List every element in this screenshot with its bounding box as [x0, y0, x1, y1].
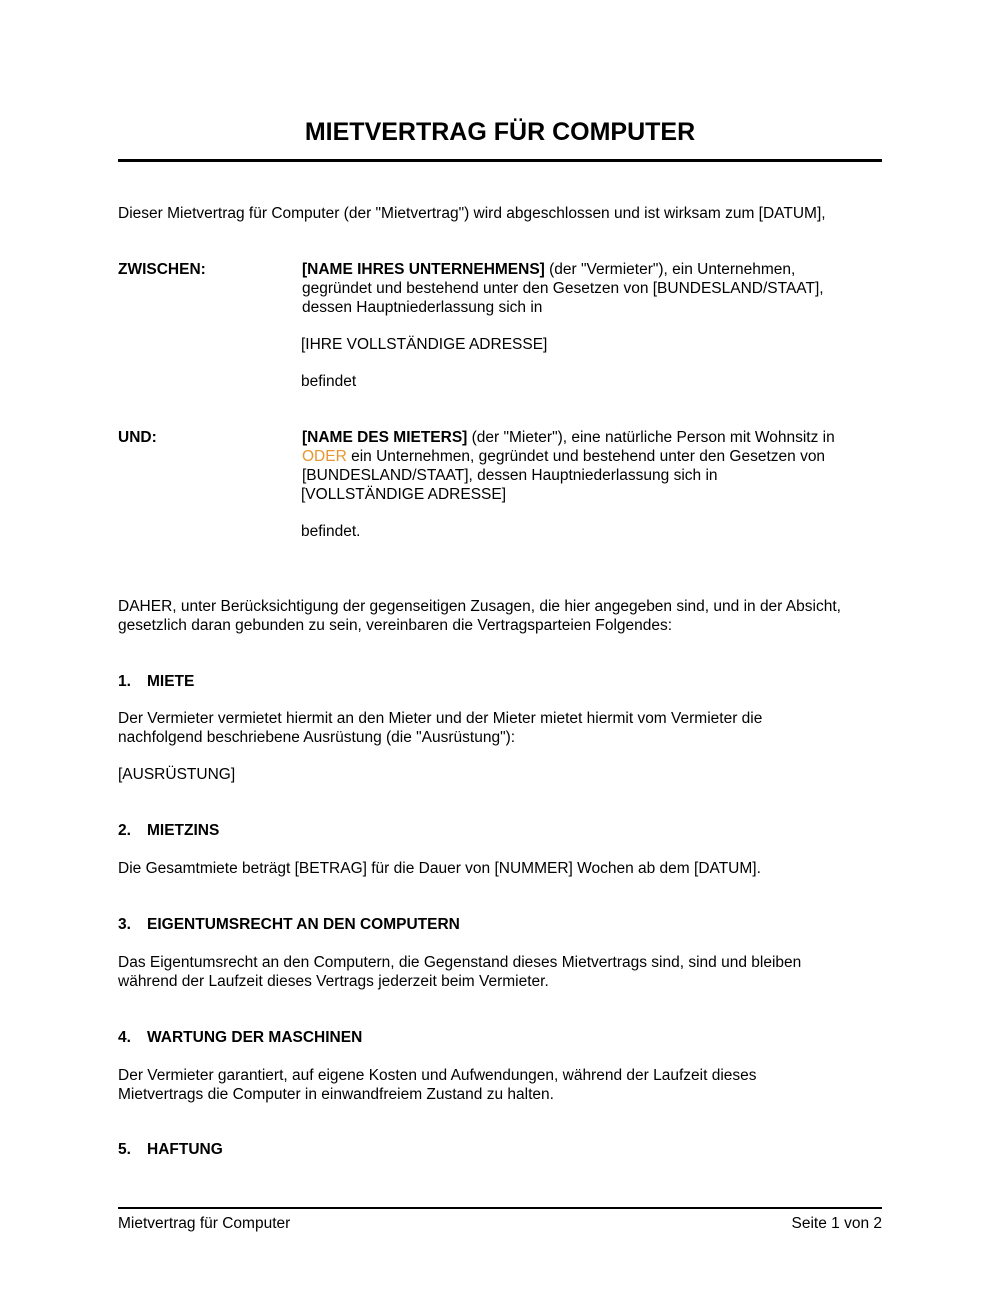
party-label-zwischen: ZWISCHEN:: [118, 261, 206, 278]
section-mietzins-line1: Die Gesamtmiete beträgt [BETRAG] für die Dauer von [NUMMER] Wochen ab dem [DATUM].: [118, 860, 761, 877]
party-zwischen-line2: gegründet und bestehend unter den Gesetzen von [BUNDESLAND/STAAT],: [302, 280, 824, 297]
section-eigentumsrecht-line1: Das Eigentumsrecht an den Computern, die Gegenstand dieses Mietvertrags sind, sind und bleiben: [118, 954, 802, 971]
section-title: WARTUNG DER MASCHINEN: [147, 1029, 363, 1046]
party-und-line2: [302, 448, 882, 467]
document-page: [118, 0, 882, 1290]
party-und-line2-rest: ein Unternehmen, gegründet und bestehend unter den Gesetzen von: [346, 448, 826, 465]
section-heading-wartung: [118, 1029, 362, 1048]
party-zwischen-line1-rest: (der "Vermieter"), ein Unternehmen,: [544, 261, 796, 278]
footer-document-name: Mietvertrag für Computer: [118, 1215, 291, 1232]
equipment-placeholder: [AUSRÜSTUNG]: [118, 766, 236, 783]
footer-page-number: Seite 1 von 2: [791, 1215, 882, 1232]
section-eigentumsrecht-line2: während der Laufzeit dieses Vertrags jederzeit beim Vermieter.: [118, 973, 549, 990]
party-zwischen-line1: [302, 261, 882, 280]
intro-paragraph: Dieser Mietvertrag für Computer (der "Mietvertrag") wird abgeschlossen und ist wirksam zum [DATUM],: [118, 205, 826, 222]
tenant-address-placeholder: [VOLLSTÄNDIGE ADRESSE]: [301, 486, 507, 503]
party-und-line1-rest: (der "Mieter"), eine natürliche Person mit Wohnsitz in: [467, 429, 835, 446]
oder-option-text: ODER: [302, 448, 347, 465]
section-heading-eigentumsrecht: [118, 916, 460, 935]
section-miete-line2: nachfolgend beschriebene Ausrüstung (die "Ausrüstung"):: [118, 729, 516, 746]
section-heading-miete: [118, 673, 194, 692]
section-number: 5.: [118, 1141, 131, 1158]
section-title: MIETE: [147, 673, 195, 690]
section-wartung-line2: Mietvertrags die Computer in einwandfreiem Zustand zu halten.: [118, 1086, 554, 1103]
title-divider: [118, 159, 882, 162]
section-number: 4.: [118, 1029, 131, 1046]
landlord-name-placeholder: [NAME IHRES UNTERNEHMENS]: [302, 261, 545, 278]
section-wartung-line1: Der Vermieter garantiert, auf eigene Kosten und Aufwendungen, während der Laufzeit dieses: [118, 1067, 757, 1084]
section-number: 2.: [118, 822, 131, 839]
section-number: 3.: [118, 916, 131, 933]
section-title: EIGENTUMSRECHT AN DEN COMPUTERN: [147, 916, 460, 933]
footer-divider: [118, 1207, 882, 1209]
party-und-line3: [BUNDESLAND/STAAT], dessen Hauptniederlassung sich in: [302, 467, 718, 484]
section-miete-line1: Der Vermieter vermietet hiermit an den Mieter und der Mieter mietet hiermit vom Vermieter die: [118, 710, 763, 727]
section-heading-haftung: [118, 1141, 223, 1160]
section-title: HAFTUNG: [147, 1141, 223, 1158]
daher-line1: DAHER, unter Berücksichtigung der gegenseitigen Zusagen, die hier angegeben sind, und in der Absicht,: [118, 598, 841, 615]
daher-line2: gesetzlich daran gebunden zu sein, vereinbaren die Vertragsparteien Folgendes:: [118, 617, 673, 634]
party-zwischen-befindet: befindet: [301, 373, 357, 390]
section-number: 1.: [118, 673, 131, 690]
landlord-address-placeholder: [IHRE VOLLSTÄNDIGE ADRESSE]: [301, 336, 548, 353]
party-und-befindet: befindet.: [301, 523, 361, 540]
section-heading-mietzins: [118, 822, 219, 841]
party-zwischen-line3: dessen Hauptniederlassung sich in: [302, 299, 543, 316]
tenant-name-placeholder: [NAME DES MIETERS]: [302, 429, 468, 446]
party-label-und: UND:: [118, 429, 157, 446]
party-und-line1: [302, 429, 882, 448]
document-title: MIETVERTRAG FÜR COMPUTER: [304, 118, 696, 146]
section-title: MIETZINS: [147, 822, 220, 839]
